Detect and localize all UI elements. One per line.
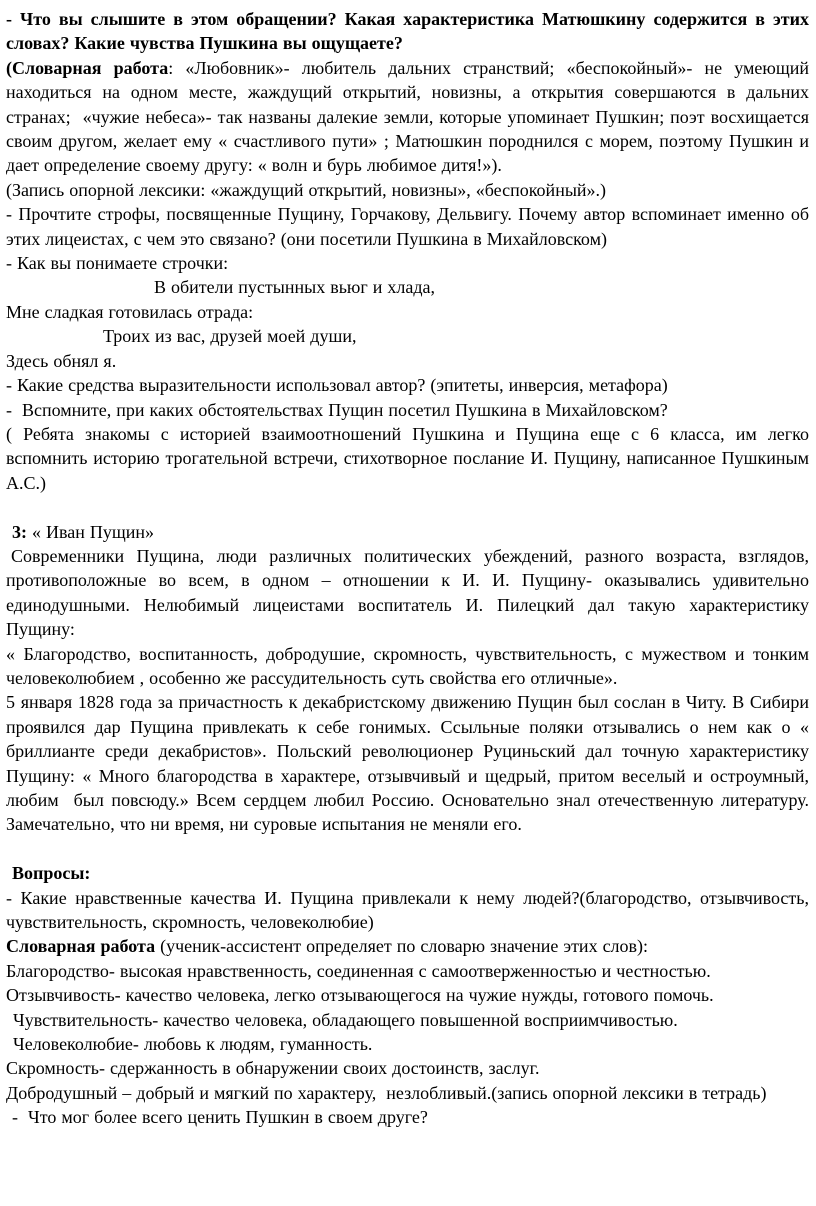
- text-run: « Иван Пущин»: [27, 521, 155, 542]
- text-run: Человеколюбие- любовь к людям, гуманность.: [13, 1034, 373, 1055]
- text-run: - Что мог более всего ценить Пушкин в своем друге?: [12, 1107, 428, 1128]
- vocabulary-heading: [6, 934, 809, 958]
- text-run: - Прочтите строфы, посвященные Пущину, Горчакову, Дельвигу. Почему автор вспоминает именно об этих лицеистах, с чем это связано? (они посетили Пушкина в Михайловском): [6, 204, 809, 249]
- section-heading: [6, 520, 809, 544]
- text-run: Благородство- высокая нравственность, соединенная с самоотверженностью и честностью.: [6, 960, 711, 981]
- text-run: Современники Пущина, люди различных политических убеждений, разного возраста, взглядов, противоположные во всем, в одном – отношении к И. И. Пущину- оказывались удивительно единодушными. Нелюбимый лицеистами воспитатель И. Пилецкий дал такую характеристику Пущину:: [6, 545, 809, 640]
- verse-line: [6, 275, 809, 299]
- text-run: Мне сладкая готовилась отрада:: [6, 301, 254, 322]
- text-run: : «Любовник»- любитель дальних странствий; «беспокойный»- не умеющий находиться на одном месте, жаждущий открытий, новизны, а открытия совершаются в дальних странах; «чужие небеса»- так названы далекие земли, которые упоминает Пушкин; поэт восхищается своим другом, желает ему « счастливого пути» ; Матюшкин породнился с морем, поэтому Пушкин и дает определение своему другу: « волн и бурь любимое дитя!»).: [6, 57, 809, 176]
- text-run: (Запись опорной лексики: «жаждущий открытий, новизны», «беспокойный».): [6, 179, 607, 200]
- definition: [6, 1056, 809, 1080]
- task-prompt: [6, 202, 809, 251]
- body-paragraph: [6, 642, 809, 691]
- teacher-note: [6, 422, 809, 495]
- text-run: Отзывчивость- качество человека, легко отзывающегося на чужие нужды, готового помочь.: [6, 985, 714, 1006]
- spacer: [6, 495, 809, 519]
- text-run-bold: (Словарная работа: [6, 57, 169, 78]
- text-run-bold: Вопросы:: [12, 863, 91, 884]
- spacer: [6, 837, 809, 861]
- text-run: Здесь обнял я.: [6, 350, 117, 371]
- lexis-note: [6, 178, 809, 202]
- text-run: - Вспомните, при каких обстоятельствах Пущин посетил Пушкина в Михайловском?: [6, 399, 668, 420]
- definition: [6, 959, 809, 983]
- verse-line: [6, 324, 809, 348]
- body-paragraph: [6, 544, 809, 642]
- verse-line: [6, 300, 809, 324]
- definition: [6, 983, 809, 1007]
- text-run: В обители пустынных вьюг и хлада,: [154, 277, 435, 298]
- text-run-bold: - Что вы слышите в этом обращении? Какая характеристика Матюшкину содержится в этих словах? Какие чувства Пушкина вы ощущаете?: [6, 9, 809, 54]
- text-run: Чувствительность- качество человека, обладающего повышенной восприимчивостью.: [13, 1009, 678, 1030]
- question-item: [6, 886, 809, 935]
- task-prompt: [6, 398, 809, 422]
- definition: [6, 1032, 809, 1056]
- text-run: « Благородство, воспитанность, добродушие, скромность, чувствительность, с мужеством и тонким человеколюбием , особенно же рассудительность суть свойства его отличные».: [6, 643, 809, 688]
- question-item: [6, 1105, 809, 1129]
- text-run: (ученик-ассистент определяет по словарю значение этих слов):: [155, 936, 649, 957]
- verse-line: [6, 349, 809, 373]
- text-run: - Какие средства выразительности использовал автор? (эпитеты, инверсия, метафора): [6, 375, 668, 396]
- definition: [6, 1008, 809, 1032]
- text-run-bold: 3:: [12, 521, 27, 542]
- definition: [6, 1081, 809, 1105]
- document-body: [6, 7, 809, 1130]
- vocabulary-note: [6, 56, 809, 178]
- task-prompt: [6, 373, 809, 397]
- body-paragraph: [6, 690, 809, 836]
- text-run: Скромность- сдержанность в обнаружении своих достоинств, заслуг.: [6, 1058, 540, 1079]
- task-prompt: [6, 251, 809, 275]
- text-run: - Как вы понимаете строчки:: [6, 253, 229, 274]
- question-prompt: [6, 7, 809, 56]
- text-run-bold: Словарная работа: [6, 936, 156, 957]
- text-run: Троих из вас, друзей моей души,: [103, 326, 357, 347]
- text-run: - Какие нравственные качества И. Пущина привлекали к нему людей?(благородство, отзывчивость, чувствительность, скромность, человеколюбие): [6, 887, 809, 932]
- text-run: Добродушный – добрый и мягкий по характеру, незлобливый.(запись опорной лексики в тетрадь): [6, 1082, 767, 1103]
- text-run: ( Ребята знакомы с историей взаимоотношений Пушкина и Пущина еще с 6 класса, им легко вспомнить историю трогательной встречи, стихотворное послание И. Пущину, написанное Пушкиным А.С.): [6, 423, 809, 493]
- questions-heading: [6, 861, 809, 885]
- text-run: 5 января 1828 года за причастность к декабристскому движению Пущин был сослан в Читу. В Сибири проявился дар Пущина привлекать к себе гонимых. Ссыльные поляки отзывались о нем как о « бриллианте среди декабристов». Польский революционер Руциньский дал точную характеристику Пущину: « Много благородства в характере, отзывчивый и щедрый, притом веселый и остроумный, любим был повсюду.» Всем сердцем любил Россию. Основательно знал отечественную литературу. Замечательно, что ни время, ни суровые испытания не меняли его.: [6, 692, 809, 835]
